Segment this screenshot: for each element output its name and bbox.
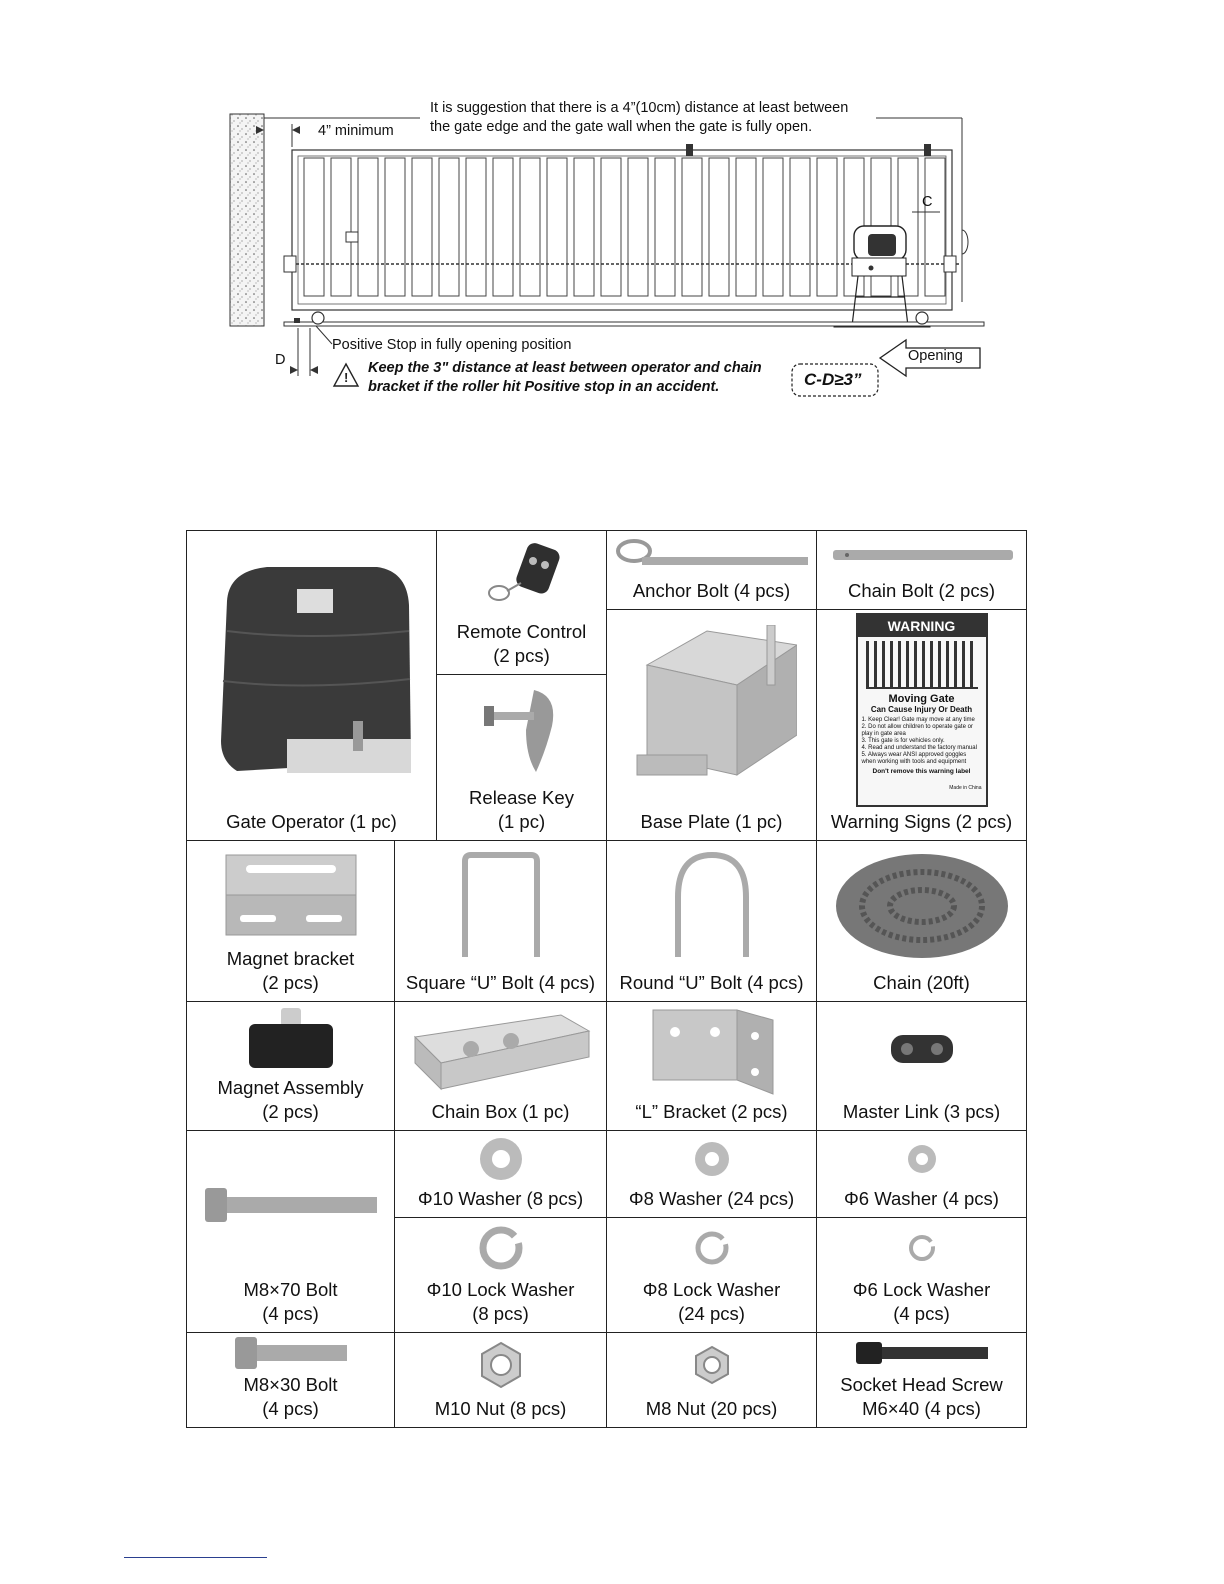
magnet-bracket-image — [216, 849, 366, 939]
cell-phi6-lock-washer — [817, 1218, 1027, 1333]
opening-label: Opening — [908, 348, 963, 364]
parts-table — [186, 530, 1027, 1428]
cell-magnet-bracket — [187, 841, 395, 1002]
svg-text:!: ! — [344, 370, 349, 385]
warning-footer: Don't remove this warning label — [872, 768, 971, 775]
chain-box-label: Chain Box (1 pc) — [431, 1101, 570, 1122]
cell-l-bracket — [607, 1002, 817, 1131]
cell-socket-head-screw — [817, 1333, 1027, 1428]
base-plate-label: Base Plate (1 pc) — [640, 811, 783, 832]
chain-label: Chain (20ft) — [873, 972, 970, 993]
cell-m8x70-bolt — [187, 1131, 395, 1333]
warning-line-1: Keep the 3" distance at least between operator and chain — [368, 360, 762, 376]
warning-header: WARNING — [858, 615, 986, 637]
phi8-lock-washer-label: Φ8 Lock Washer (24 pcs) — [642, 1279, 781, 1324]
magnet-assembly-image — [241, 1004, 341, 1074]
anchor-bolt-image — [612, 535, 812, 575]
cell-phi8-washer — [607, 1131, 817, 1218]
round-u-bolt-image — [662, 851, 762, 961]
release-key-image — [482, 686, 562, 776]
phi10-lock-washer-label: Φ10 Lock Washer (8 pcs) — [426, 1279, 575, 1324]
cell-master-link — [817, 1002, 1027, 1131]
footnote-rule — [124, 1557, 267, 1558]
phi10-washer-label: Φ10 Washer (8 pcs) — [417, 1188, 584, 1209]
suggestion-line-2: the gate edge and the gate wall when the gate is fully open. — [430, 119, 813, 135]
phi8-lock-washer-image — [692, 1228, 732, 1268]
phi6-lock-washer-label: Φ6 Lock Washer (4 pcs) — [852, 1279, 991, 1324]
cell-gate-operator — [187, 531, 437, 841]
warning-title: Moving Gate — [888, 693, 955, 705]
cell-m8-nut — [607, 1333, 817, 1428]
square-u-bolt-image — [451, 851, 551, 961]
warning-signs-label: Warning Signs (2 pcs) — [830, 811, 1013, 832]
warning-made-in: Made in China — [949, 785, 982, 791]
chain-image — [832, 851, 1012, 961]
release-key-label: Release Key (1 pc) — [469, 787, 574, 832]
m8x70-bolt-image — [201, 1180, 381, 1230]
cell-magnet-assembly — [187, 1002, 395, 1131]
d-dimension-label: D — [275, 352, 286, 368]
cell-warning-signs — [817, 610, 1027, 841]
chain-bolt-label: Chain Bolt (2 pcs) — [847, 580, 996, 601]
warning-sign-image — [856, 613, 988, 807]
cell-phi10-lock-washer — [395, 1218, 607, 1333]
m8-nut-image — [692, 1345, 732, 1385]
remote-control-label: Remote Control (2 pcs) — [456, 621, 587, 666]
phi10-washer-image — [476, 1134, 526, 1184]
warning-rule: 5. Always wear ANSI approved goggles when working with tools and equipment — [861, 752, 967, 765]
minimum-label: 4” minimum — [318, 123, 394, 139]
master-link-image — [887, 1021, 957, 1081]
phi8-washer-label: Φ8 Washer (24 pcs) — [628, 1188, 795, 1209]
remote-control-image — [477, 541, 567, 611]
phi6-washer-label: Φ6 Washer (4 pcs) — [844, 1188, 999, 1209]
warning-rules — [858, 715, 986, 768]
cell-phi10-washer — [395, 1131, 607, 1218]
cell-phi6-washer — [817, 1131, 1027, 1218]
cell-base-plate — [607, 610, 817, 841]
l-bracket-image — [647, 1006, 777, 1096]
l-bracket-label: “L” Bracket (2 pcs) — [635, 1101, 788, 1122]
cell-m10-nut — [395, 1333, 607, 1428]
gate-operator-image — [207, 561, 417, 781]
m8-nut-label: M8 Nut (20 pcs) — [645, 1398, 778, 1419]
cell-phi8-lock-washer — [607, 1218, 817, 1333]
installation-diagram — [220, 92, 1010, 422]
phi6-washer-image — [905, 1142, 939, 1176]
phi6-lock-washer-image — [905, 1231, 939, 1265]
socket-head-screw-label: Socket Head Screw M6×40 (4 pcs) — [840, 1374, 1003, 1419]
cell-chain-box — [395, 1002, 607, 1131]
cell-remote-control — [437, 531, 607, 675]
warning-rule: 2. Do not allow children to operate gate or play in gate area — [861, 724, 973, 737]
cell-anchor-bolt — [607, 531, 817, 610]
warning-subtitle: Can Cause Injury Or Death — [870, 705, 973, 714]
warning-rule: 4. Read and understand the factory manual — [861, 745, 977, 751]
chain-bolt-image — [827, 540, 1017, 570]
cell-square-u-bolt — [395, 841, 607, 1002]
chain-box-image — [411, 1011, 591, 1091]
m10-nut-label: M10 Nut (8 pcs) — [434, 1398, 567, 1419]
phi10-lock-washer-image — [476, 1223, 526, 1273]
cell-release-key — [437, 675, 607, 841]
cd-formula: C-D≥3” — [804, 370, 862, 389]
c-dimension-label: C — [922, 194, 933, 210]
square-u-bolt-label: Square “U” Bolt (4 pcs) — [405, 972, 596, 993]
anchor-bolt-label: Anchor Bolt (4 pcs) — [632, 580, 791, 601]
round-u-bolt-label: Round “U” Bolt (4 pcs) — [619, 972, 804, 993]
master-link-label: Master Link (3 pcs) — [842, 1101, 1001, 1122]
cell-round-u-bolt — [607, 841, 817, 1002]
cell-m8x30-bolt — [187, 1333, 395, 1428]
gate-operator-label: Gate Operator (1 pc) — [226, 811, 397, 832]
magnet-bracket-label: Magnet bracket (2 pcs) — [226, 948, 355, 993]
base-plate-image — [627, 625, 797, 795]
socket-head-screw-image — [852, 1338, 992, 1368]
positive-stop-label: Positive Stop in fully opening position — [332, 337, 572, 353]
warning-rule: 1. Keep Clear! Gate may move at any time — [861, 717, 975, 723]
phi8-washer-image — [692, 1139, 732, 1179]
m10-nut-image — [477, 1341, 525, 1389]
suggestion-line-1: It is suggestion that there is a 4”(10cm) distance at least between — [430, 100, 849, 116]
m8x30-bolt-image — [231, 1333, 351, 1373]
cell-chain — [817, 841, 1027, 1002]
m8x70-bolt-label: M8×70 Bolt (4 pcs) — [243, 1279, 338, 1324]
magnet-assembly-label: Magnet Assembly (2 pcs) — [217, 1077, 364, 1122]
cell-chain-bolt — [817, 531, 1027, 610]
gate-pictogram — [866, 641, 978, 689]
m8x30-bolt-label: M8×30 Bolt (4 pcs) — [243, 1374, 338, 1419]
warning-line-2: bracket if the roller hit Positive stop in an accident. — [368, 379, 720, 395]
warning-rule: 3. This gate is for vehicles only. — [861, 738, 945, 744]
